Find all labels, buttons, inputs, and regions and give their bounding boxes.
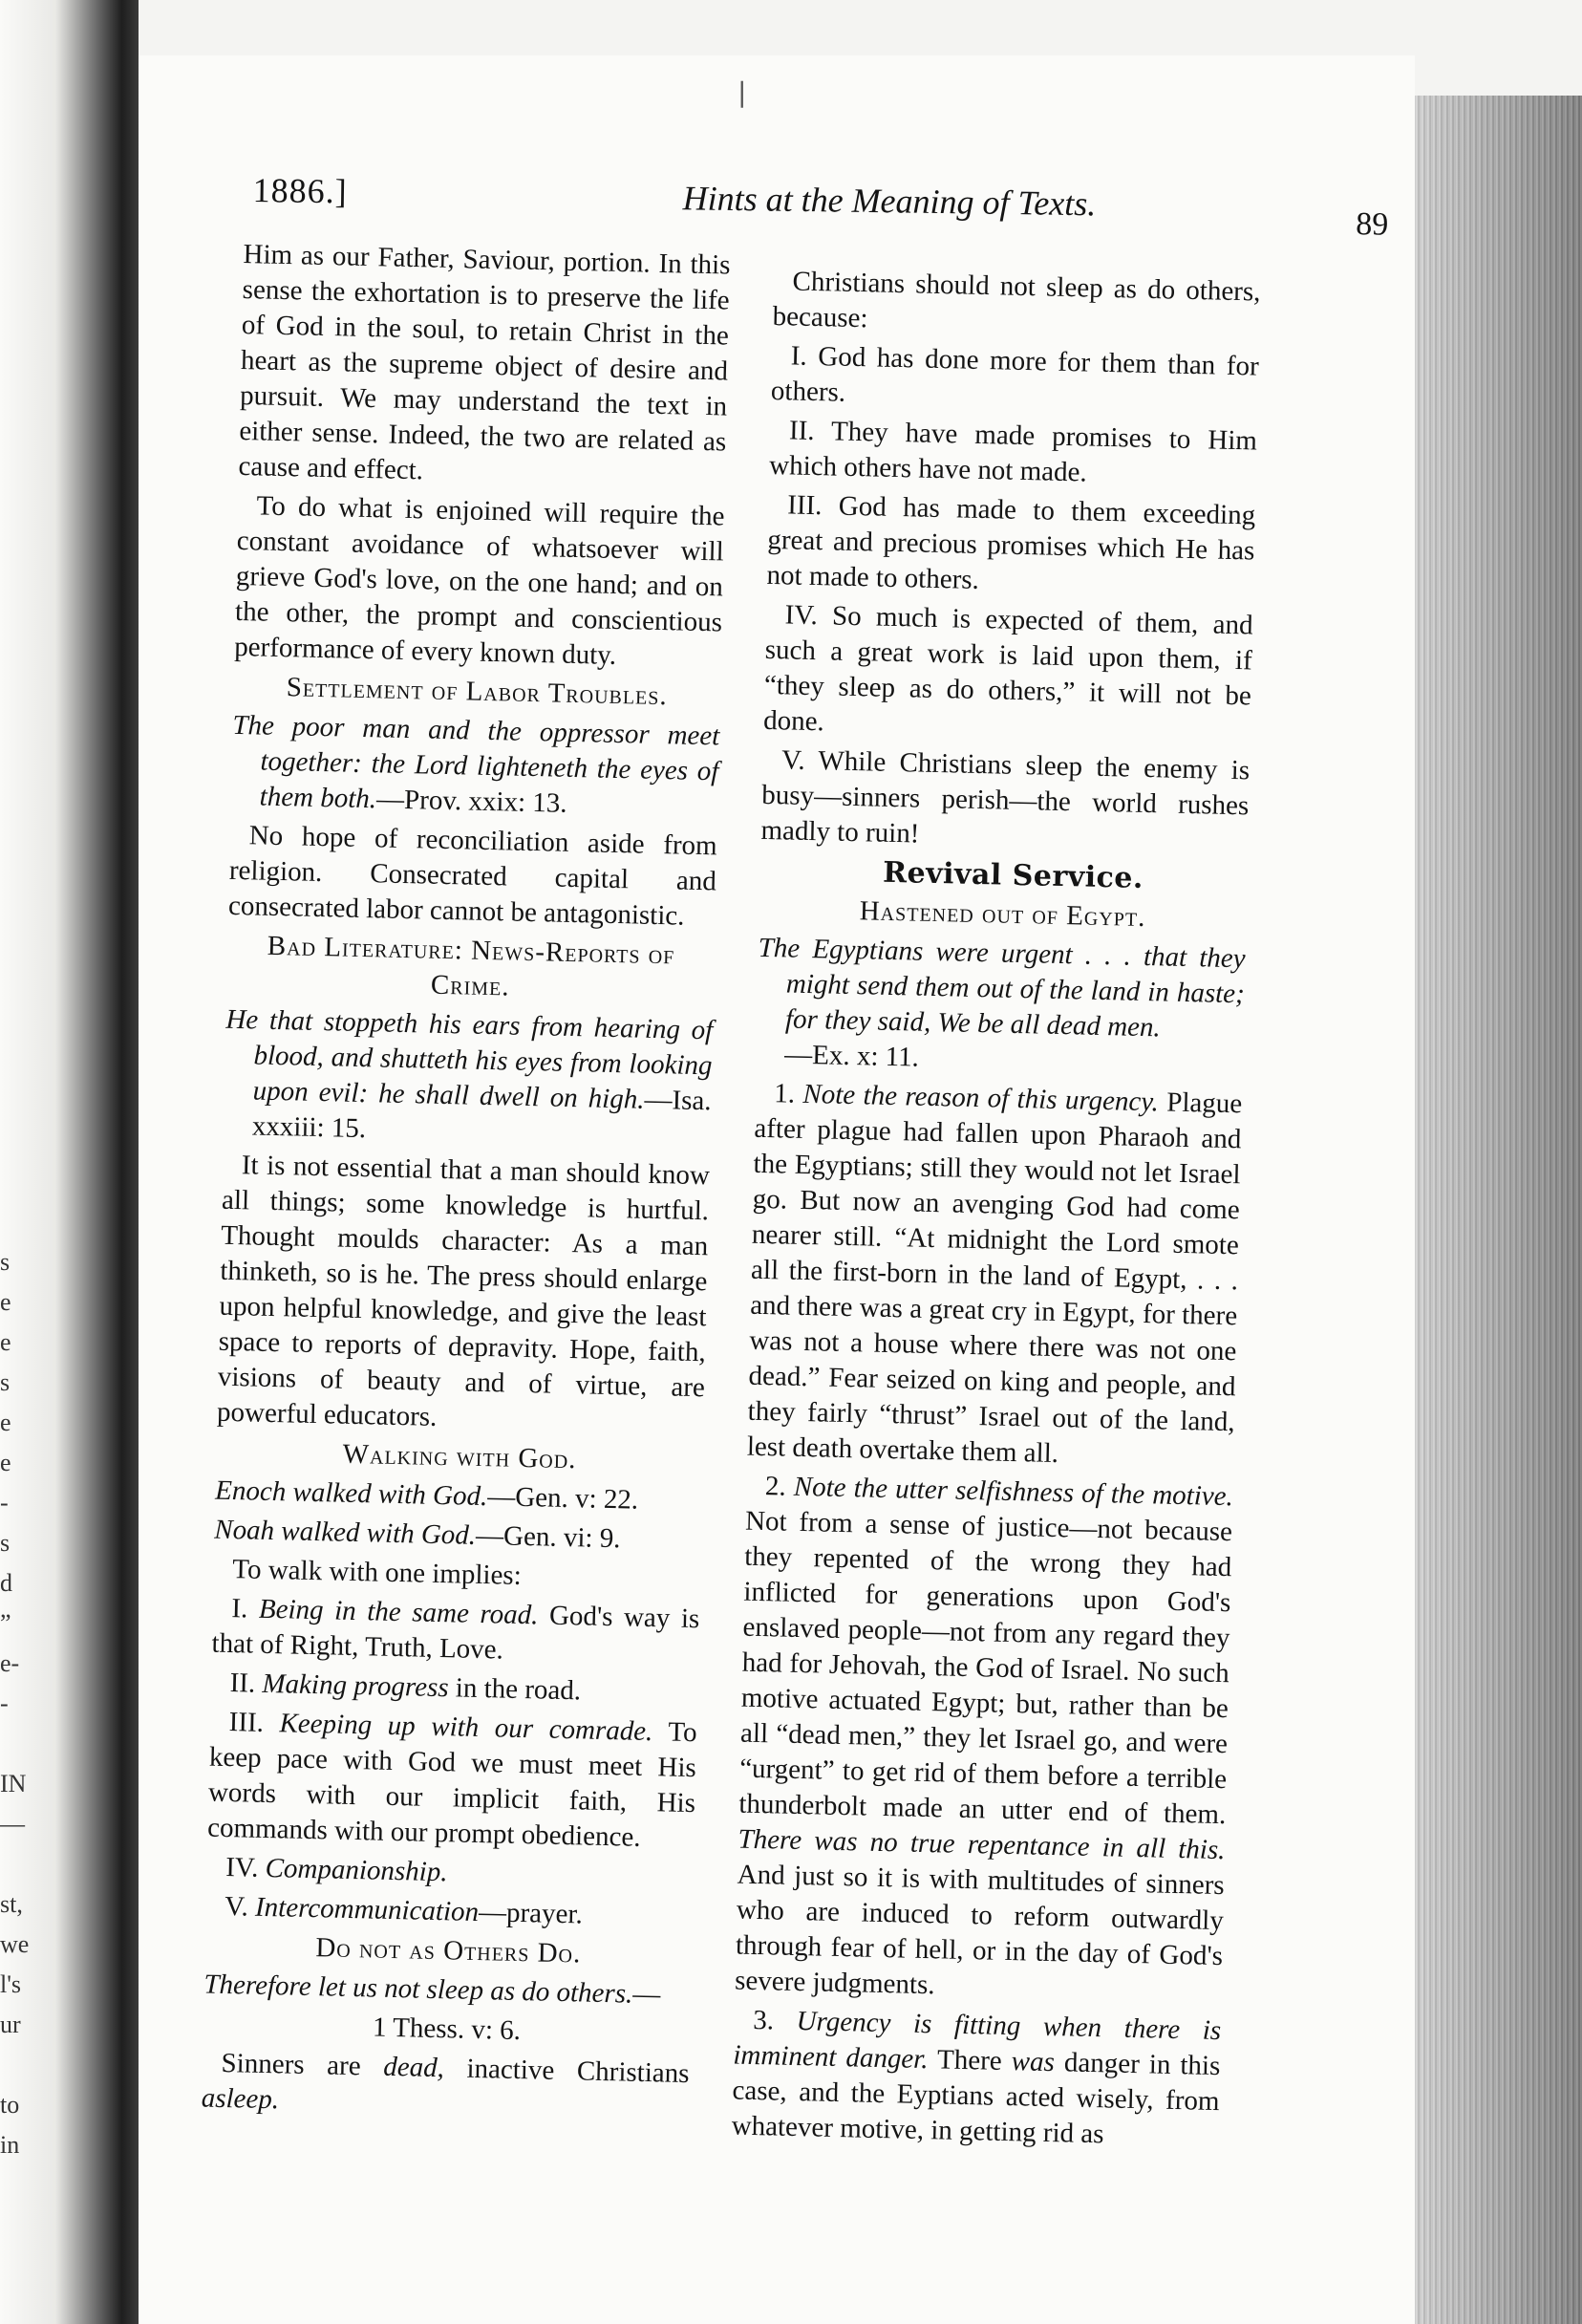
page-number: 89 bbox=[1356, 206, 1389, 243]
list-item bbox=[205, 1889, 694, 1936]
quote-reference: —Ex. x: 11. bbox=[783, 1039, 920, 1073]
quote-text: The Egyptians were urgent . . . that they might send them out of the land in haste; for they said, We be all dead men. bbox=[758, 932, 1246, 1044]
paragraph bbox=[201, 2046, 690, 2128]
scripture-quote bbox=[215, 1474, 703, 1520]
item-text: God's way is that of Right, Truth, Love. bbox=[211, 1600, 700, 1666]
edge-fragment bbox=[0, 1724, 38, 1764]
edge-fragment: st, bbox=[0, 1890, 23, 1918]
section-heading: Hastened out of Egypt. bbox=[859, 895, 1146, 934]
item-emphasis: was bbox=[1011, 2046, 1056, 2078]
edge-fragment bbox=[0, 2045, 38, 2085]
item-emphasis: Note the reason of this urgency. bbox=[802, 1078, 1160, 1118]
edge-fragment: s bbox=[0, 1529, 11, 1557]
edge-fragment: ur bbox=[0, 2011, 21, 2038]
numbered-paragraph bbox=[735, 1469, 1233, 2010]
scripture-quote bbox=[223, 1002, 713, 1155]
item-number: II. bbox=[229, 1668, 256, 1699]
scripture-quote bbox=[230, 708, 719, 826]
item-number: 3. bbox=[752, 2004, 775, 2036]
item-emphasis: Intercommunication bbox=[254, 1891, 480, 1928]
section-title: Revival Service. bbox=[882, 855, 1144, 895]
item-number: IV. bbox=[224, 1852, 259, 1883]
edge-fragment: e- bbox=[0, 1649, 20, 1677]
edge-fragment: s bbox=[0, 1368, 11, 1396]
edge-fragment: e bbox=[0, 1449, 11, 1476]
quote-text: Noah walked with God. bbox=[213, 1514, 477, 1551]
text-run: Sinners are bbox=[221, 2047, 384, 2082]
quote-text: He that stoppeth his ears from hearing of blood, and shutteth his eyes from looking upon evil: he shall dwell on high. bbox=[225, 1003, 714, 1115]
top-mark: ❘ bbox=[731, 76, 754, 108]
edge-fragment: in bbox=[0, 2131, 20, 2159]
header-title: Hints at the Meaning of Texts. bbox=[682, 179, 1097, 224]
list-item: I. God has done more for them than for others. bbox=[770, 340, 1260, 408]
quote-text: Therefore let us not sleep as do others. bbox=[203, 1969, 633, 2010]
edge-fragment: - bbox=[0, 1489, 9, 1517]
quote-dash: — bbox=[631, 1978, 661, 2011]
item-emphasis: There was no true repentance in all this. bbox=[738, 1823, 1226, 1866]
paragraph: It is not essential that a man should know all things; some knowledge is hurtful. Thought moulds character: As a man thinketh, so is he. The press should enlarge upon helpful knowledge, and give the least space to reports of depravity. Hope, faith, visions of beauty and of virtue, are powerful educators. bbox=[216, 1150, 711, 1432]
quote-reference: —Gen. v: 22. bbox=[486, 1481, 639, 1516]
quote-text: The poor man and the oppressor meet together: the Lord lighteneth the eyes of them both. bbox=[232, 709, 720, 815]
section-heading: Settlement of Labor Troubles. bbox=[286, 672, 669, 712]
section-heading: Bad Literature: News-Reports of Crime. bbox=[267, 930, 675, 1002]
edge-fragment: l's bbox=[0, 1970, 22, 1998]
previous-page-edge-text bbox=[0, 1242, 38, 2165]
list-item: IV. So much is expected of them, and such a great work is laid upon them, if “they sleep as do others,” it will not be done. bbox=[762, 599, 1253, 738]
left-column bbox=[201, 237, 731, 2131]
item-number: 1. bbox=[773, 1078, 796, 1109]
item-emphasis: Keeping up with our comrade. bbox=[279, 1708, 653, 1748]
quote-reference: 1 Thess. v: 6. bbox=[372, 2012, 522, 2047]
paragraph: Him as our Father, Saviour, portion. In this sense the exhortation is to preserve the life of God in the soul, to retain Christ in the heart as the supreme object of desire and pursuit. We may understand the text in either sense. Indeed, the two are related as cause and effect. bbox=[238, 238, 731, 486]
numbered-paragraph bbox=[746, 1076, 1242, 1475]
item-emphasis: Note the utter selfishness of the motive. bbox=[793, 1471, 1234, 1513]
item-number: V. bbox=[224, 1891, 249, 1923]
item-emphasis: Companionship. bbox=[265, 1852, 448, 1888]
scripture-quote bbox=[214, 1513, 702, 1560]
page-stack-edge bbox=[1415, 96, 1582, 2324]
edge-fragment: s bbox=[0, 1248, 11, 1276]
header-year: 1886.] bbox=[252, 170, 348, 211]
paragraph: No hope of reconciliation aside from religion. Consecrated capital and consecrated labor cannot be antagonistic. bbox=[227, 820, 718, 932]
quote-text: Enoch walked with God. bbox=[214, 1474, 488, 1513]
item-text: Not from a sense of justice—not because they repented of the wrong they had inflicted for generations upon God's enslaved people—not from any regard they had for Jehovah, the God of Israel. No such motive actuated Egypt; but, rather than be all “dead men,” they let Israel go, and were “urgent” to get rid of them before a terrible thunderbolt made an utter end of them. bbox=[738, 1505, 1233, 1831]
list-item: III. God has made to them exceeding great and precious promises which He has not made to others. bbox=[766, 489, 1256, 595]
item-number: 2. bbox=[764, 1471, 787, 1502]
edge-fragment bbox=[0, 1844, 38, 1884]
edge-fragment: we bbox=[0, 1930, 30, 1958]
item-number: I. bbox=[231, 1593, 248, 1625]
text-run: inactive Christians bbox=[443, 2053, 690, 2090]
text-emphasis: asleep. bbox=[201, 2082, 280, 2116]
edge-fragment: — bbox=[0, 1810, 25, 1838]
list-item bbox=[207, 1705, 697, 1858]
edge-fragment: IN bbox=[0, 1770, 27, 1797]
item-text: To keep pace with God we must meet His words with our implicit faith, His commands with our prompt obedience. bbox=[206, 1716, 697, 1853]
item-emphasis: Making progress bbox=[262, 1668, 450, 1704]
quote-reference: —Prov. xxix: 13. bbox=[375, 784, 567, 819]
section-heading: Walking with God. bbox=[342, 1438, 577, 1475]
section-heading: Do not as Others Do. bbox=[315, 1932, 582, 1969]
scripture-quote bbox=[203, 1968, 692, 2014]
paragraph: To walk with one implies: bbox=[232, 1554, 523, 1591]
numbered-paragraph bbox=[731, 2003, 1221, 2156]
right-column bbox=[731, 264, 1261, 2159]
item-emphasis: Being in the same road. bbox=[258, 1593, 539, 1631]
book-page bbox=[139, 55, 1415, 2324]
scripture-quote bbox=[756, 931, 1246, 1084]
list-item bbox=[211, 1591, 700, 1673]
item-text: There bbox=[928, 2044, 1013, 2077]
edge-fragment: d bbox=[0, 1569, 12, 1597]
paragraph: Christians should not sleep as do others, because: bbox=[772, 266, 1261, 334]
item-text: And just so it is with multitudes of sinners who are induced to reform outwardly through fear of hell, or in the day of God's severe judgments. bbox=[734, 1859, 1225, 2001]
quote-reference: —Isa. xxxiii: 15. bbox=[251, 1084, 712, 1145]
paragraph: To do what is enjoined will require the constant avoidance of whatsoever will grieve God's love, on the one hand; and on the other, the prompt and conscientious performance of every known duty. bbox=[233, 490, 725, 671]
list-item bbox=[210, 1666, 698, 1712]
edge-fragment: e bbox=[0, 1288, 11, 1316]
quote-reference: —Gen. vi: 9. bbox=[475, 1519, 621, 1555]
running-header bbox=[252, 170, 1400, 244]
edge-fragment: to bbox=[0, 2091, 20, 2119]
edge-fragment: e bbox=[0, 1328, 11, 1356]
item-number: III. bbox=[228, 1707, 265, 1738]
list-item: V. While Christians sleep the enemy is busy—sinners perish—the world rushes madly to ruin! bbox=[760, 744, 1251, 850]
edge-fragment: ” bbox=[0, 1609, 11, 1637]
item-text: in the road. bbox=[448, 1672, 582, 1707]
item-text: Plague after plague had fallen upon Pharaoh and the Egyptians; still they would not let Israel go. But now an avenging God had come nearer still. “At midnight the Lord smote all the first-born in the land of Egypt, . . . and there was a great cry in Egypt, for there was not a house where there was not one dead.” Fear seized on king and people, and they fairly “thrust” Israel out of the land, lest death overtake them all. bbox=[746, 1087, 1243, 1470]
item-emphasis: Urgency is fitting when there is imminent danger. bbox=[733, 2006, 1222, 2076]
edge-fragment: e bbox=[0, 1409, 11, 1436]
item-text: danger in this case, and the Eyptians acted wisely, from whatever motive, in getting rid as bbox=[731, 2047, 1221, 2150]
text-emphasis: dead, bbox=[382, 2051, 445, 2084]
list-item: II. They have made promises to Him which others have not made. bbox=[768, 415, 1258, 488]
item-text: —prayer. bbox=[478, 1897, 584, 1930]
list-item bbox=[206, 1850, 695, 1897]
edge-fragment: - bbox=[0, 1689, 9, 1717]
